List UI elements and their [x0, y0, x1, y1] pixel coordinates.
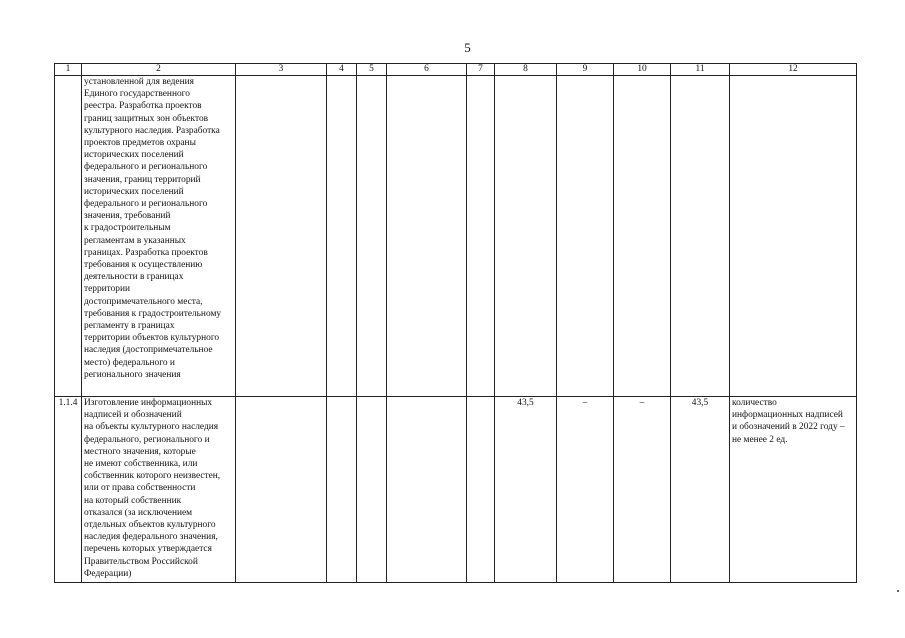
cell-col12: количество информационных надписей и обозначений в 2022 году – не менее 2 ед.	[730, 397, 857, 583]
cell-col5	[357, 397, 387, 583]
cell-col7	[467, 397, 495, 583]
cell-col9	[557, 76, 614, 397]
cell-col11: 43,5	[671, 397, 730, 583]
column-header: 6	[387, 64, 467, 76]
cell-col10: –	[614, 397, 671, 583]
cell-col6	[387, 397, 467, 583]
program-table	[54, 63, 857, 583]
cell-col11	[671, 76, 730, 397]
cell-col3	[236, 397, 327, 583]
cell-col7	[467, 76, 495, 397]
cell-col8: 43,5	[495, 397, 557, 583]
cell-col5	[357, 76, 387, 397]
cell-col10	[614, 76, 671, 397]
cell-col4	[327, 397, 357, 583]
cell-col6	[387, 76, 467, 397]
column-header: 9	[557, 64, 614, 76]
column-header: 8	[495, 64, 557, 76]
cell-col12	[730, 76, 857, 397]
row-description: установленной для ведения Единого государственного реестра. Разработка проектов границ защитных зон объектов культурного наследия. Разработка проектов предметов охраны исторических поселений федерального и регионального значения, границ территорий исторических поселений федерального и регионального значения, требований к градостроительным регламентам в указанных границах. Разработка проектов требования к осуществлению деятельности в границах территории достопримечательного места, требования к градостроительному регламенту в границах территории объектов культурного наследия (достопримечательное место) федерального и регионального значения	[82, 76, 236, 397]
column-header: 3	[236, 64, 327, 76]
column-header: 4	[327, 64, 357, 76]
column-header: 12	[730, 64, 857, 76]
column-header: 5	[357, 64, 387, 76]
header-row	[55, 64, 857, 76]
column-header: 7	[467, 64, 495, 76]
column-header: 2	[82, 64, 236, 76]
column-header: 10	[614, 64, 671, 76]
cell-col8	[495, 76, 557, 397]
cell-col4	[327, 76, 357, 397]
scan-speck	[897, 590, 899, 592]
cell-col9: –	[557, 397, 614, 583]
table-row	[55, 76, 857, 397]
row-number	[55, 76, 82, 397]
row-number: 1.1.4	[55, 397, 82, 583]
page-number: 5	[464, 40, 471, 55]
cell-col3	[236, 76, 327, 397]
column-header: 11	[671, 64, 730, 76]
column-header: 1	[55, 64, 82, 76]
table-row	[55, 397, 857, 583]
row-description: Изготовление информационных надписей и обозначений на объекты культурного наследия федерального, регионального и местного значения, которые не имеют собственника, или собственник которого неизвестен, или от права собственности на который собственник отказался (за исключением отдельных объектов культурного наследия федерального значения, перечень которых утверждается Правительством Российской Федерации)	[82, 397, 236, 583]
